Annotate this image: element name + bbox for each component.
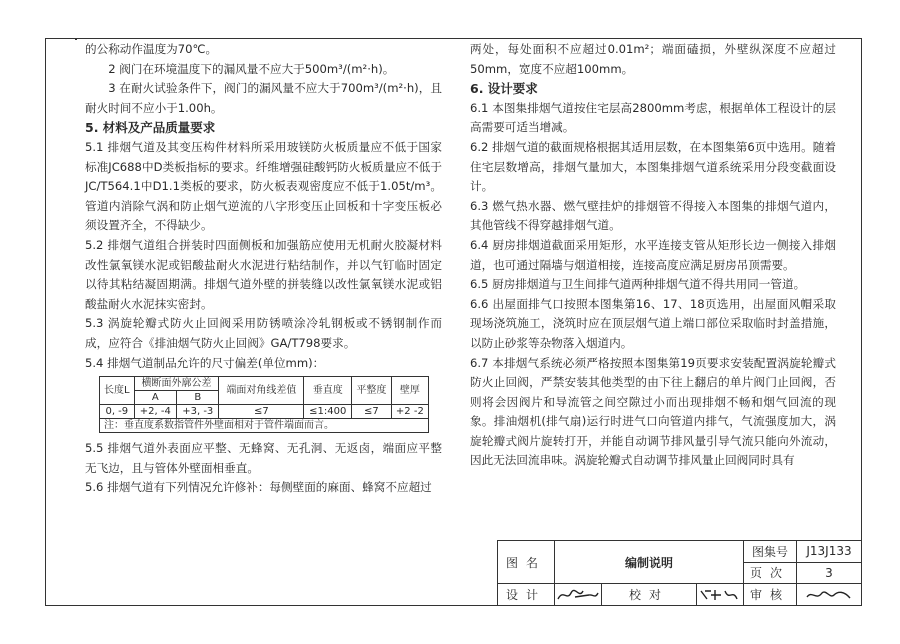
title-block [497, 540, 862, 606]
checker-signature [697, 584, 744, 606]
registration-dot [75, 38, 77, 40]
table-cell: +2, -4 [134, 405, 176, 419]
paragraph: 5.5 排烟气道外表面应平整、无蜂窝、无孔洞、无返卤，端面应平整无飞边，且与管体外壁面相垂直。 [85, 441, 442, 475]
paragraph: 6.7 本排烟气系统必须严格按照本图集第19页要求安装配置涡旋轮瓣式防火止回阀，严禁安装其他类型的由下往上翻启的单片阀门止回阀，否则将会因阀片和导流管之间空隙过小而出现排烟不畅和烟气回流的现象。排油烟机(排气扇)运行时进气口向管道内排气，气流强度加大，涡旋轮瓣式阀片旋转打开，并能自动调节排风量引导气流只能向外流动，因此无法回流串味。涡旋轮瓣式自动调节排风量止回阀同时具有 [470, 355, 836, 468]
table-header: 垂直度 [304, 377, 352, 405]
table-cell: ≤7 [352, 405, 392, 419]
table-header: A [134, 391, 176, 405]
table-cell: ≤1:400 [304, 405, 352, 419]
designer-signature [555, 584, 602, 606]
paragraph: 2 阀门在环境温度下的漏风量不应大于500m³/(m²·h)。 [108, 61, 395, 76]
table-header: 端面对角线差值 [219, 377, 304, 405]
paragraph: 5.2 排烟气道组合拼装时四面侧板和加强筋应使用无机耐火胶凝材料改性氯氧镁水泥或铝酸盐耐火水泥进行粘结制作，并以气钉临时固定以待其粘结凝固期满。排烟气道外壁的拼装缝以改性氯氧镁水泥或铝酸盐耐火水泥抹实密封。 [85, 237, 442, 311]
page-label: 页次 [744, 562, 797, 584]
table-header: 壁厚 [391, 377, 428, 405]
atlas-number: J13J133 [797, 541, 862, 563]
paragraph: 5.4 排烟气道制品允许的尺寸偏差(单位mm)： [85, 355, 325, 370]
table-cell: +2 -2 [391, 405, 428, 419]
checker-label: 校对 [602, 584, 697, 606]
drawing-name-label: 图名 [498, 541, 555, 584]
reviewer-signature [797, 584, 862, 606]
atlas-number-label: 图集号 [744, 541, 797, 563]
section-heading: 6. 设计要求 [470, 81, 538, 97]
table-header: 长度L [100, 377, 135, 405]
drawing-title: 编制说明 [555, 541, 744, 584]
paragraph: 6.2 排烟气道的截面规格根据其适用层数，在本图集第6页中选用。随着住宅层数增高，排烟气量加大，本图集排烟气道系统采用分段变截面设计。 [470, 139, 836, 194]
right-column [470, 40, 836, 471]
paragraph: 6.6 出屋面排气口按照本图集第16、17、18页选用，出屋面风帽采取现场浇筑施工，浇筑时应在顶层烟气道上端口部位采取临时封盖措施，以防止砂浆等杂物落入烟道内。 [470, 296, 836, 350]
paragraph: 5.3 涡旋轮瓣式防火止回阀采用防锈喷涂冷轧钢板或不锈钢制作而成，应符合《排油烟气防火止回阀》GA/T798要求。 [85, 316, 442, 350]
table-cell: ≤7 [219, 405, 304, 419]
paragraph: 两处，每处面积不应超过0.01m²；端面磕损，外壁纵深度不应超过50mm，宽度不应超100mm。 [470, 42, 836, 76]
left-column [85, 40, 442, 498]
paragraph: 6.5 厨房排烟道与卫生间排气道两种排烟气道不得共用同一管道。 [470, 277, 806, 292]
paragraph: 6.1 本图集排烟气道按住宅层高2800mm考虑，根据单体工程设计的层高需要可适当增减。 [470, 100, 836, 135]
table-header: 平整度 [352, 377, 392, 405]
table-cell: 0, -9 [100, 405, 135, 419]
table-cell: +3, -3 [177, 405, 219, 419]
page-number: 3 [797, 562, 862, 584]
table-header: 横断面外廓公差 [134, 377, 219, 391]
paragraph: 5.6 排烟气道有下列情况允许修补：每侧壁面的麻面、蜂窝不应超过 [85, 480, 432, 495]
reviewer-label: 审核 [744, 584, 797, 606]
paragraph: 6.4 厨房排烟道截面采用矩形，水平连接支管从矩形长边一侧接入排烟道，也可通过隔墙与烟道相接，连接高度应满足厨房吊顶需要。 [470, 237, 836, 272]
paragraph: 的公称动作温度为70℃。 [85, 42, 218, 56]
table-note: 注：垂直度系数指管件外壁面相对于管件端面而言。 [100, 419, 429, 433]
paragraph: 5.1 排烟气道及其变压构件材料所采用玻镁防火板质量应不低于国家标准JC688中D类板指标的要求。纤维增强硅酸钙防火板质量应不低于JC/T564.1中D1.1类板的要求，防火板表观密度应不低于1.05t/m³。管道内消除气涡和防止烟气逆流的八字形变压止回板和十字变压板必须设置齐全，不得缺少。 [85, 139, 442, 233]
table-header: B [177, 391, 219, 405]
tolerance-table [99, 376, 429, 433]
paragraph: 6.3 燃气热水器、燃气壁挂炉的排烟管不得接入本图集的排烟气道内，其他管线不得穿越排烟气道。 [470, 198, 836, 233]
section-heading: 5. 材料及产品质量要求 [85, 120, 216, 136]
paragraph: 3 在耐火试验条件下，阀门的漏风量不应大于700m³/(m²·h)，且耐火时间不应小于1.00h。 [85, 81, 442, 115]
designer-label: 设计 [498, 584, 555, 606]
